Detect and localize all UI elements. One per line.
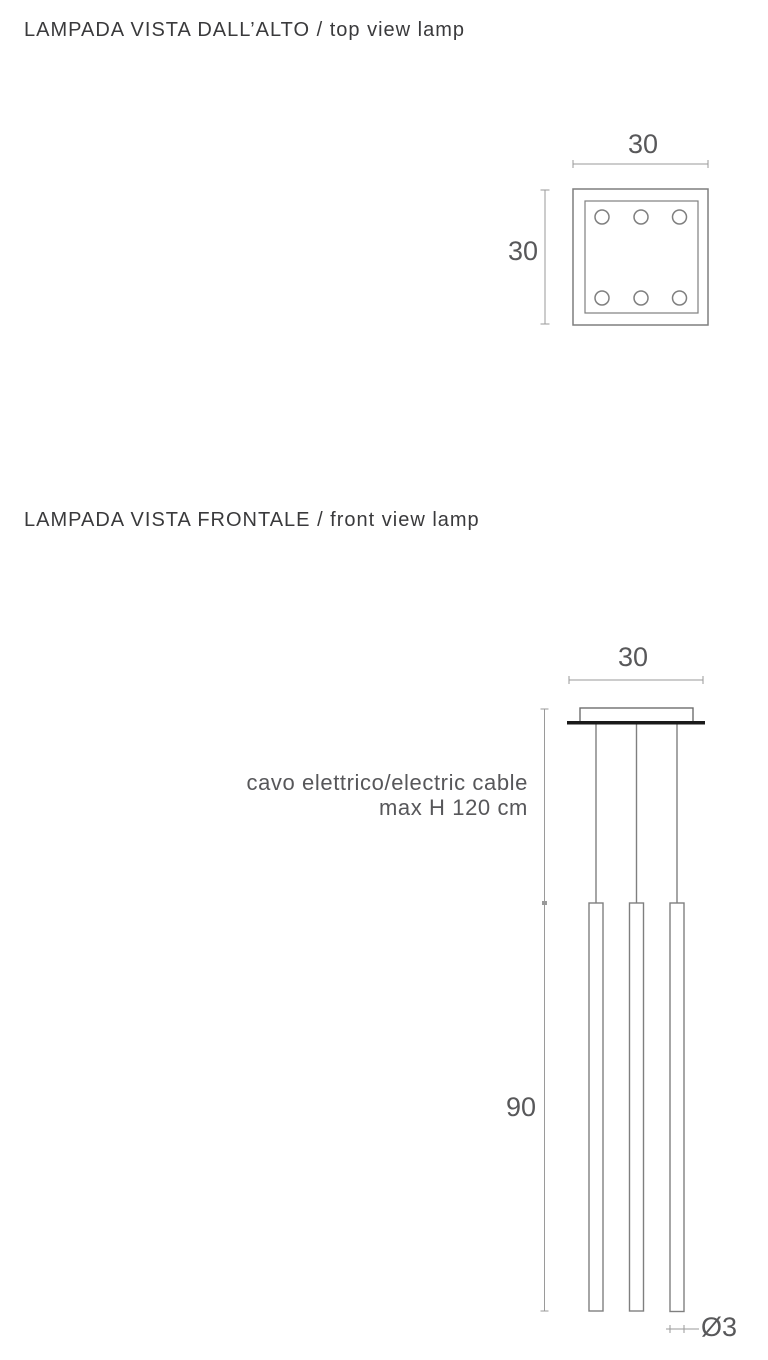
tube-height-label: 90 [505,1092,536,1122]
pendant-tube [589,903,603,1311]
top-view-width-dimension-line [573,160,708,168]
lamp-hole [595,210,609,224]
tube-diameter-dimension-line [666,1325,699,1333]
electric-cables [596,725,677,905]
lamp-hole [673,291,687,305]
top-view-width-label: 30 [627,129,659,159]
cable-note-line-1: cavo elettrico/electric cable [246,770,528,795]
pendant-tubes [589,903,684,1312]
top-view-height-label: 30 [507,236,538,266]
front-view-width-label: 30 [617,642,649,672]
front-view-title: LAMPADA VISTA FRONTALE / front view lamp [24,509,480,531]
lamp-hole [673,210,687,224]
pendant-tube [670,903,684,1312]
cable-note-line-2: max H 120 cm [378,795,528,820]
front-view-drawing [541,676,706,1333]
lamp-hole [634,210,648,224]
tube-diameter-label: Ø3 [701,1312,738,1342]
ceiling-canopy [580,708,693,722]
top-view-title: LAMPADA VISTA DALL’ALTO / top view lamp [24,19,466,41]
front-view-height-dimension-line [541,709,549,1311]
pendant-tube [630,903,644,1311]
mounting-plate [567,721,705,725]
lamp-hole [634,291,648,305]
dimension-mid-tick [542,901,547,905]
top-view-height-dimension-line [541,190,550,324]
top-view-drawing [541,160,709,325]
lamp-hole [595,291,609,305]
front-view-width-dimension-line [569,676,703,684]
